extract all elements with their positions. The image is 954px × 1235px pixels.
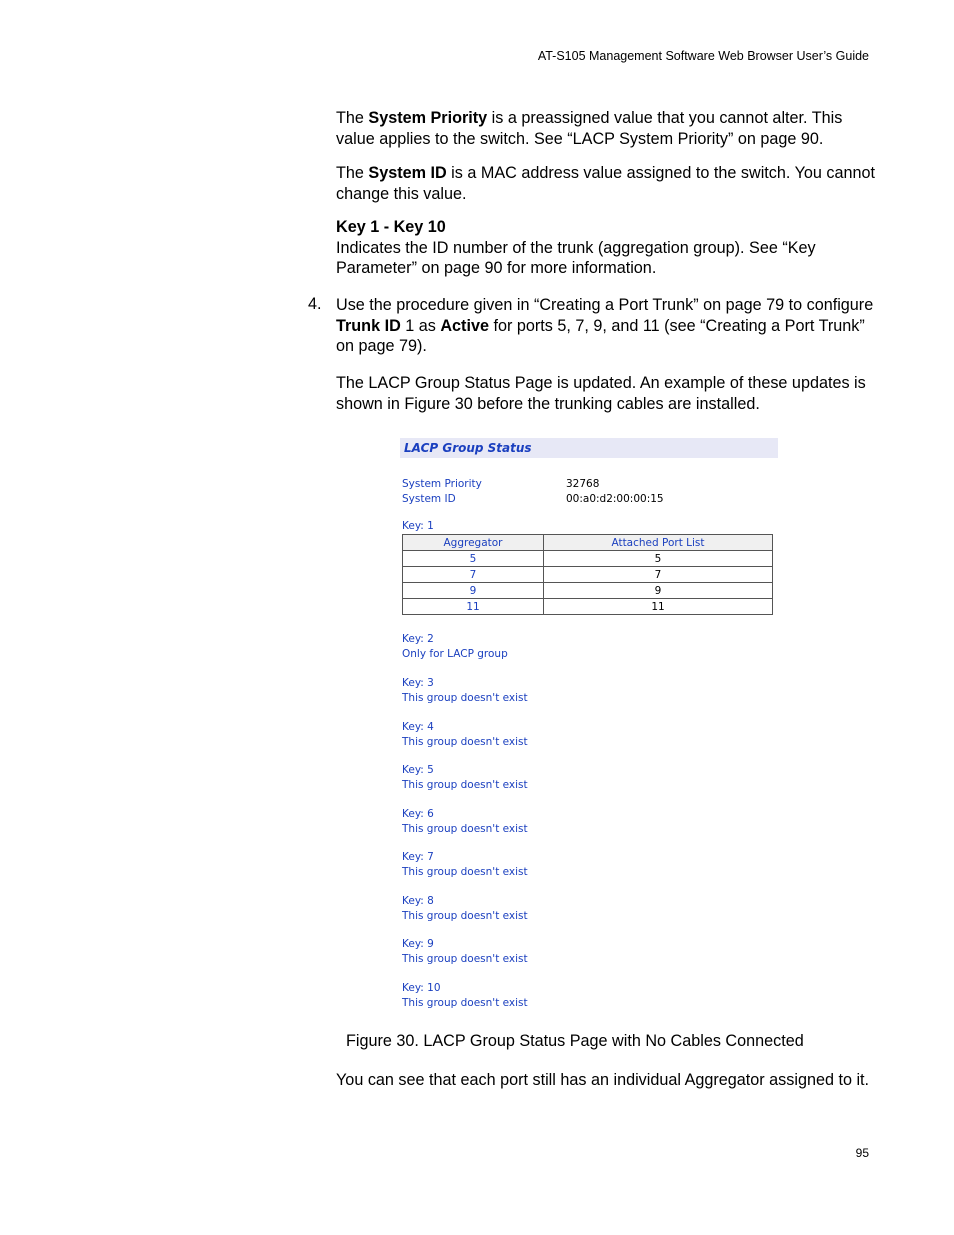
key-7-label: Key: 7 bbox=[402, 851, 434, 863]
attached-port-list-column-header: Attached Port List bbox=[544, 535, 773, 551]
table-row bbox=[403, 599, 773, 615]
attached-ports-cell: 9 bbox=[544, 583, 773, 599]
aggregator-link[interactable]: 11 bbox=[403, 599, 544, 615]
aggregator-link[interactable]: 7 bbox=[403, 567, 544, 583]
key-4-label: Key: 4 bbox=[402, 721, 434, 733]
system-id-paragraph: The System ID is a MAC address value assigned to the switch. You cannot change this value. bbox=[336, 164, 876, 203]
step-number: 4. bbox=[308, 295, 322, 313]
key-8-status: This group doesn't exist bbox=[402, 910, 528, 922]
page-number: 95 bbox=[855, 1146, 869, 1160]
system-priority-value: 32768 bbox=[566, 478, 600, 490]
updated-paragraph: The LACP Group Status Page is updated. An example of these updates is shown in Figure 30 before the trunking cables are installed. bbox=[336, 374, 866, 413]
key-heading: Key 1 - Key 10 bbox=[336, 218, 446, 236]
figure-caption: Figure 30. LACP Group Status Page with No Cables Connected bbox=[346, 1032, 804, 1050]
key-10-status: This group doesn't exist bbox=[402, 997, 528, 1009]
key-6-status: This group doesn't exist bbox=[402, 823, 528, 835]
key-2-status: Only for LACP group bbox=[402, 648, 508, 660]
key-1-label: Key: 1 bbox=[402, 520, 434, 532]
key-9-label: Key: 9 bbox=[402, 938, 434, 950]
attached-ports-cell: 11 bbox=[544, 599, 773, 615]
system-id-value: 00:a0:d2:00:00:15 bbox=[566, 493, 664, 505]
aggregator-column-header: Aggregator bbox=[403, 535, 544, 551]
key-3-label: Key: 3 bbox=[402, 677, 434, 689]
key-2-label: Key: 2 bbox=[402, 633, 434, 645]
key-section bbox=[336, 217, 876, 279]
system-id-label: System ID bbox=[402, 493, 456, 505]
key-4-status: This group doesn't exist bbox=[402, 736, 528, 748]
key-10-label: Key: 10 bbox=[402, 982, 441, 994]
table-row bbox=[403, 551, 773, 567]
system-priority-paragraph: The System Priority is a preassigned value that you cannot alter. This value applies to the switch. See “LACP System Priority” on page 90. bbox=[336, 109, 843, 148]
table-header-row bbox=[403, 535, 773, 551]
key-description: Indicates the ID number of the trunk (aggregation group). See “Key Parameter” on page 90 for more information. bbox=[336, 238, 816, 277]
figure-title: LACP Group Status bbox=[400, 438, 778, 458]
key-8-label: Key: 8 bbox=[402, 895, 434, 907]
key-3-status: This group doesn't exist bbox=[402, 692, 528, 704]
key-5-label: Key: 5 bbox=[402, 764, 434, 776]
step-4-text: Use the procedure given in “Creating a Port Trunk” on page 79 to configure Trunk ID 1 as Active for ports 5, 7, 9, and 11 (see “Creating a Port Trunk” on page 79). bbox=[336, 296, 874, 355]
key-9-status: This group doesn't exist bbox=[402, 953, 528, 965]
lacp-group-status-screenshot bbox=[400, 438, 780, 1018]
attached-ports-cell: 7 bbox=[544, 567, 773, 583]
table-row bbox=[403, 567, 773, 583]
attached-ports-cell: 5 bbox=[544, 551, 773, 567]
aggregator-table bbox=[402, 534, 773, 615]
closing-paragraph: You can see that each port still has an individual Aggregator assigned to it. bbox=[336, 1071, 870, 1089]
aggregator-link[interactable]: 5 bbox=[403, 551, 544, 567]
key-7-status: This group doesn't exist bbox=[402, 866, 528, 878]
key-6-label: Key: 6 bbox=[402, 808, 434, 820]
system-priority-label: System Priority bbox=[402, 478, 482, 490]
aggregator-link[interactable]: 9 bbox=[403, 583, 544, 599]
key-5-status: This group doesn't exist bbox=[402, 779, 528, 791]
running-header: AT-S105 Management Software Web Browser User’s Guide bbox=[537, 49, 869, 63]
table-row bbox=[403, 583, 773, 599]
